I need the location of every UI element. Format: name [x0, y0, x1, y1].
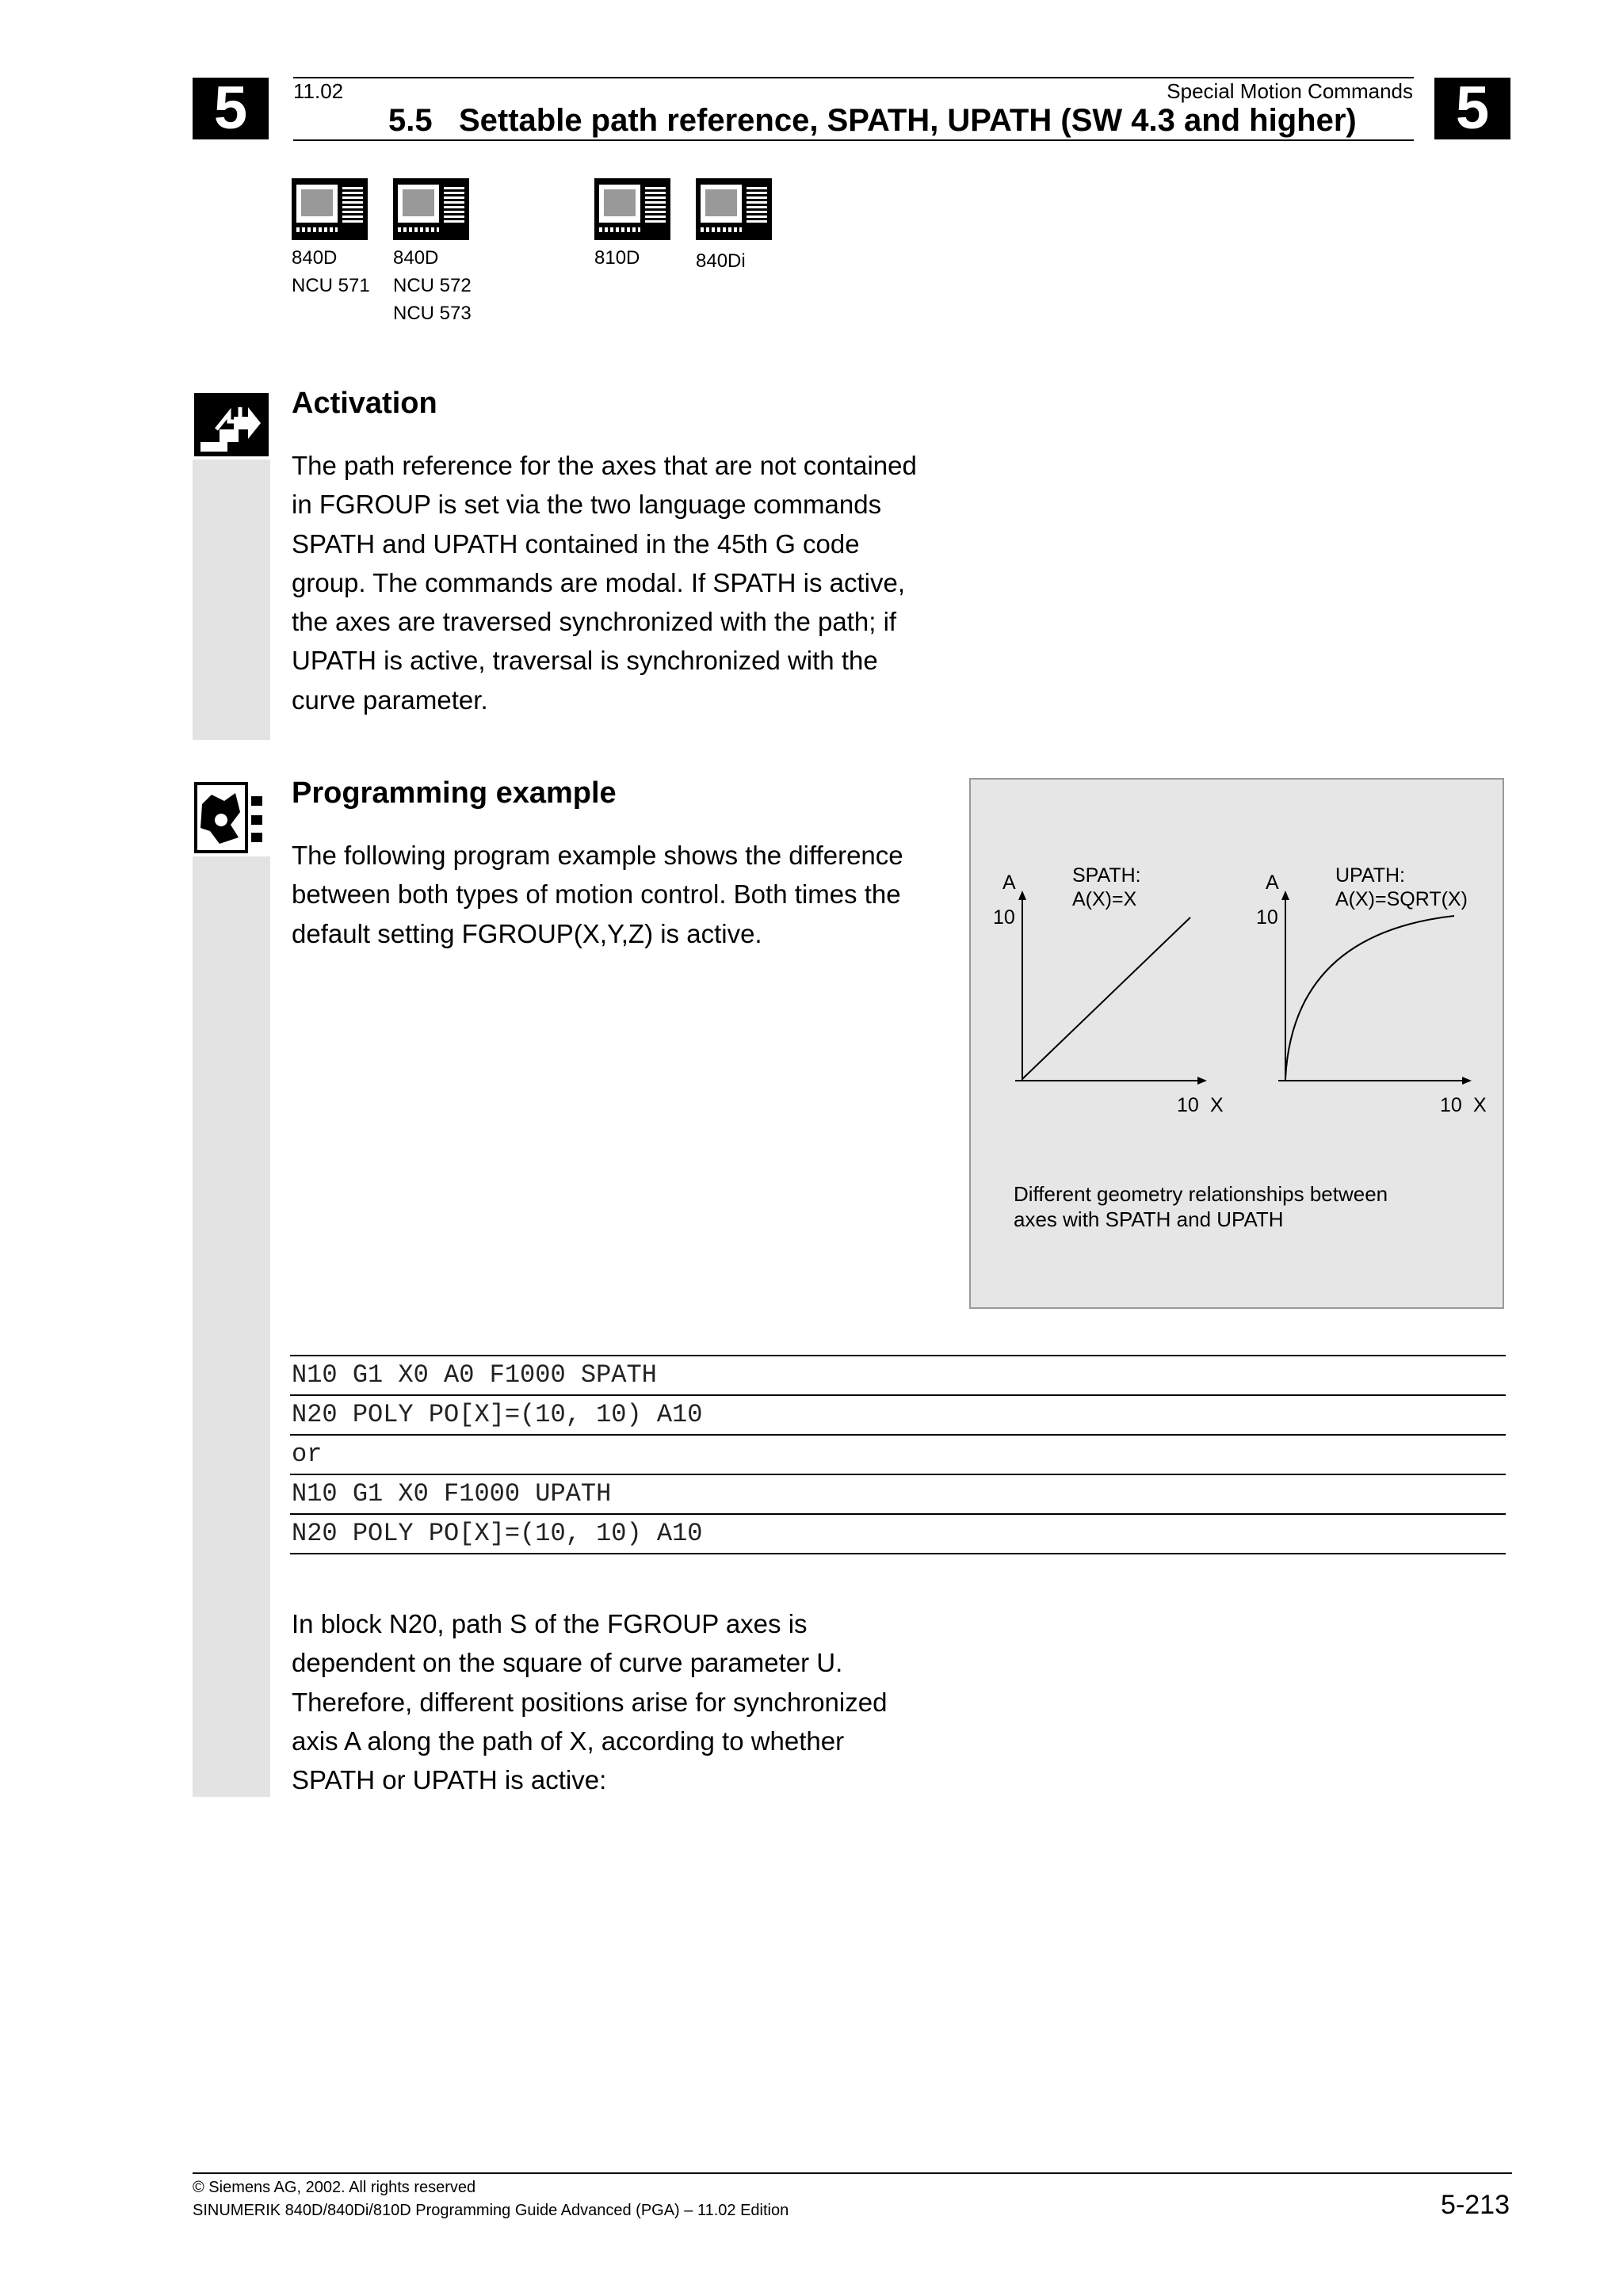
upath-tick-x: 10	[1440, 1094, 1462, 1116]
control-panel-icon-840di	[696, 178, 772, 240]
activation-title: Activation	[292, 387, 437, 420]
code-line: or	[290, 1434, 1506, 1474]
control-label-840d-572: 840D NCU 572 NCU 573	[393, 247, 472, 324]
spath-upath-figure	[969, 778, 1504, 1309]
code-line: N10 G1 X0 A0 F1000 SPATH	[290, 1355, 1506, 1394]
upath-tick-y: 10	[1256, 906, 1278, 929]
spath-axis-a-label: A	[1002, 871, 1016, 894]
upath-curve	[1285, 916, 1454, 1079]
section-number: 5.5	[388, 103, 433, 138]
spath-tick-y: 10	[993, 906, 1015, 929]
upath-axis-x-label: X	[1473, 1094, 1487, 1116]
header-title-rule	[293, 139, 1414, 141]
spath-tick-x: 10	[1177, 1094, 1199, 1116]
spath-plot	[1015, 891, 1207, 1085]
control-label-840d-571: 840D NCU 571	[292, 247, 370, 296]
programming-sidebar	[193, 780, 270, 1797]
page-number: 5-213	[1441, 2190, 1510, 2220]
control-panel-icon-840d-571	[292, 178, 368, 240]
activation-text: The path reference for the axes that are not contained in FGROUP is set via the two language commands SPATH and UPATH contained in the 45th G code group. The commands are modal. If SPATH is active, the axes are traversed synchronized with the path; if UPATH is active, traversal is synchronized with the curve parameter.	[292, 451, 917, 715]
control-label-840di: 840Di	[696, 250, 746, 272]
chapter-number-left: 5	[193, 78, 269, 139]
spath-curve	[1022, 917, 1190, 1079]
header-date: 11.02	[293, 79, 344, 103]
code-line: N10 G1 X0 F1000 UPATH	[290, 1474, 1506, 1513]
activation-arrow-icon	[193, 390, 270, 460]
spath-axis-x-label: X	[1210, 1094, 1224, 1116]
code-line: N20 POLY PO[X]=(10, 10) A10	[290, 1513, 1506, 1554]
code-table	[290, 1355, 1506, 1554]
chapter-number-right: 5	[1434, 78, 1510, 139]
footer-copyright: © Siemens AG, 2002. All rights reserved	[193, 2179, 476, 2196]
section-heading	[388, 103, 1357, 139]
footer-rule	[193, 2172, 1512, 2174]
footer-title: SINUMERIK 840D/840Di/810D Programming Guide Advanced (PGA) – 11.02 Edition	[193, 2202, 789, 2219]
upath-formula: UPATH: A(X)=SQRT(X)	[1335, 864, 1468, 910]
upath-plot	[1278, 891, 1472, 1085]
spath-formula: SPATH: A(X)=X	[1072, 864, 1141, 910]
control-panel-icon-840d-572	[393, 178, 469, 240]
code-line: N20 POLY PO[X]=(10, 10) A10	[290, 1394, 1506, 1434]
figure-caption: Different geometry relationships between axes with SPATH and UPATH	[1014, 1182, 1388, 1231]
control-label-810d: 810D	[594, 247, 640, 269]
upath-axis-a-label: A	[1266, 871, 1279, 894]
header-top-rule	[293, 77, 1414, 78]
control-panel-icon-810d	[594, 178, 670, 240]
programming-title: Programming example	[292, 776, 617, 810]
header-chapter-title: Special Motion Commands	[1167, 79, 1413, 103]
closing-text: In block N20, path S of the FGROUP axes is dependent on the square of curve parameter U. Therefore, different positions arise for synchronized axis A along the path of X, according to whether SPATH or UPATH is active:	[292, 1609, 888, 1795]
programming-example-icon	[193, 780, 270, 856]
section-title: Settable path reference, SPATH, UPATH (SW 4.3 and higher)	[458, 103, 1357, 138]
programming-text: The following program example shows the difference between both types of motion control. Both times the default setting FGROUP(X,Y,Z) is active.	[292, 841, 903, 948]
